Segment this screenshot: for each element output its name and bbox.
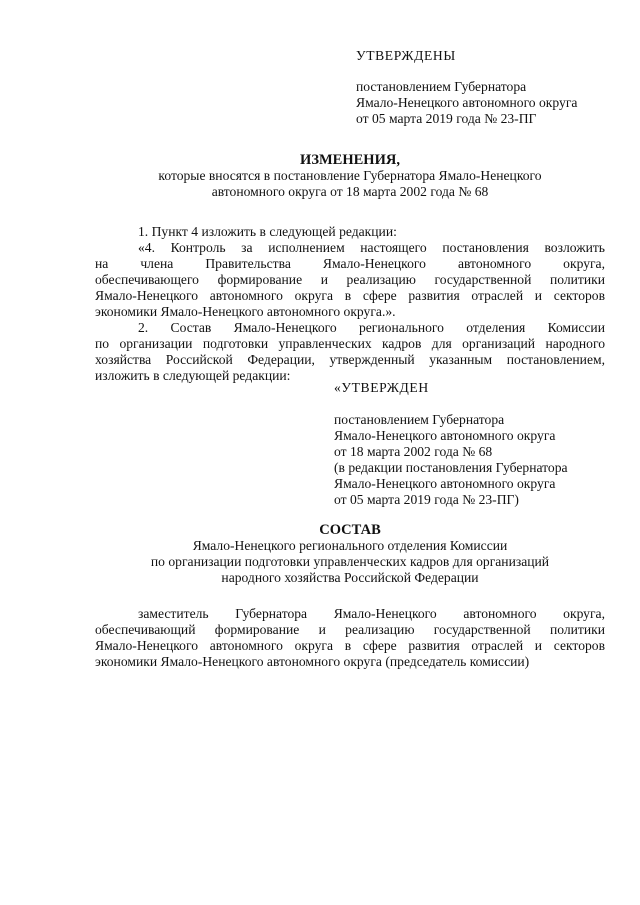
approval-2-line: от 18 марта 2002 года № 68 [334,444,493,459]
item-1-intro: 1. Пункт 4 изложить в следующей редакции: [138,224,397,239]
member-line: экономики Ямало-Ненецкого автономного округа (председатель комиссии) [95,654,530,669]
approval-2-block [334,380,604,508]
approval-line: Ямало-Ненецкого автономного округа [356,95,578,110]
item-2 [95,320,605,384]
approval-2-line: постановлением Губернатора [334,412,505,427]
composition-title: СОСТАВ [319,522,381,538]
approval-2-line: Ямало-Ненецкого автономного округа [334,476,556,491]
item-1-line: обеспечивающего формирование и реализацию государственной политики [95,272,605,287]
approval-2-title: «УТВЕРЖДЕН [334,380,429,395]
approval-title: УТВЕРЖДЕНЫ [356,48,456,63]
approval-line: от 05 марта 2019 года № 23-ПГ [356,111,537,126]
item-2-line: 2. Состав Ямало-Ненецкого регионального отделения Комиссии [138,320,605,335]
approval-2-line: от 05 марта 2019 года № 23-ПГ) [334,492,519,507]
item-1-line: «4. Контроль за исполнением настоящего постановления возложить [138,240,605,255]
item-2-line: изложить в следующей редакции: [95,368,291,383]
approval-2-line: Ямало-Ненецкого автономного округа [334,428,556,443]
approval-2-line: (в редакции постановления Губернатора [334,460,568,475]
approval-block [356,48,616,127]
item-1-line: на члена Правительства Ямало-Ненецкого автономного округа, [95,256,605,271]
member-line: заместитель Губернатора Ямало-Ненецкого автономного округа, [138,606,605,621]
changes-heading [100,152,600,200]
member-line: обеспечивающий формирование и реализацию государственной политики [95,622,605,637]
member-line: Ямало-Ненецкого автономного округа в сфере развития отраслей и секторов [95,638,605,653]
composition-subtitle-line: народного хозяйства Российской Федерации [221,570,479,585]
changes-title: ИЗМЕНЕНИЯ, [300,152,400,168]
item-1-line: Ямало-Ненецкого автономного округа в сфере развития отраслей и секторов [95,288,605,303]
composition-subtitle-line: по организации подготовки управленческих кадров для организаций [150,554,550,569]
composition-heading [90,522,610,586]
changes-subtitle-line: которые вносятся в постановление Губернатора Ямало-Ненецкого [158,168,542,183]
item-1 [95,224,605,320]
item-1-line: экономики Ямало-Ненецкого автономного округа.». [95,304,396,319]
changes-subtitle-line: автономного округа от 18 марта 2002 года № 68 [211,184,489,199]
item-2-line: хозяйства Российской Федерации, утвержденный указанным постановлением, [95,352,605,367]
approval-line: постановлением Губернатора [356,79,527,94]
member-entry [95,606,605,670]
composition-subtitle-line: Ямало-Ненецкого регионального отделения Комиссии [192,538,508,553]
item-2-line: по организации подготовки управленческих кадров для организаций народного [95,336,605,351]
